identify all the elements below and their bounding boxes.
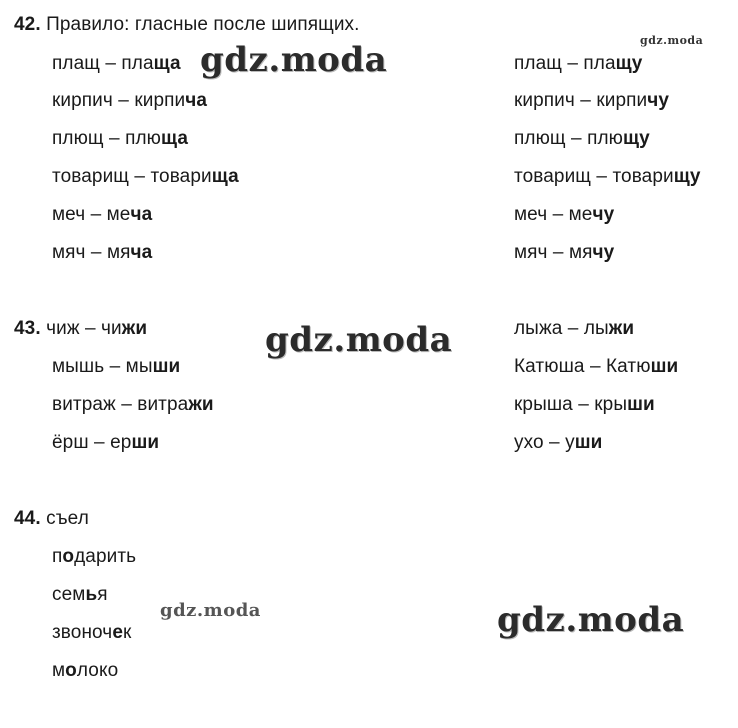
word-base: плащ – пла (514, 53, 616, 74)
watermark-corner: gdz.moda (640, 34, 704, 47)
word-part: я (97, 584, 108, 605)
word-base: крыша – кры (514, 394, 628, 415)
word-ending: ща (161, 128, 189, 149)
word-item (14, 508, 89, 530)
word-ending: жи (188, 394, 214, 415)
word-base: ухо – у (514, 432, 575, 453)
word-ending: ща (153, 53, 181, 74)
exercise-number: 44. (14, 508, 41, 529)
word-ending: щу (673, 166, 701, 187)
word-base: мышь – мы (52, 356, 153, 377)
word-base: витраж – витра (52, 394, 189, 415)
word-item (52, 584, 108, 606)
word-letter: е (112, 622, 123, 643)
word-item (52, 546, 136, 568)
word-pair (52, 204, 152, 226)
word-letter: о (65, 660, 77, 681)
word-pair (14, 318, 147, 340)
watermark-1: gdz.moda (200, 40, 388, 80)
exercise-rule: Правило: гласные после шипящих. (46, 14, 360, 35)
word-ending: щу (623, 128, 650, 149)
word-base: меч – ме (52, 204, 131, 225)
word-pair (52, 394, 214, 416)
word-pair (52, 356, 180, 378)
word-base: Катюша – Катю (514, 356, 651, 377)
exercise-number: 43. (14, 318, 41, 339)
word-pair (52, 90, 207, 112)
word-base: мяч – мя (514, 242, 593, 263)
word-part: дарить (74, 546, 137, 567)
word-base: товарищ – товари (514, 166, 674, 187)
word-pair (514, 318, 634, 340)
word-base: чиж – чи (46, 318, 122, 339)
word-pair (514, 204, 614, 226)
word-ending: ши (131, 432, 160, 453)
word-pair (514, 90, 669, 112)
word-pair (52, 128, 188, 150)
word-pair (514, 356, 678, 378)
exercise-number: 42. (14, 14, 41, 35)
word-item (52, 660, 118, 682)
word-pair (514, 242, 614, 264)
word-ending: ча (185, 90, 208, 111)
word-pair (514, 128, 650, 150)
word-part: п (52, 546, 63, 567)
word-part: съел (46, 508, 89, 529)
word-ending: щу (615, 53, 643, 74)
watermark-4: gdz.moda (497, 600, 685, 640)
word-pair (514, 394, 655, 416)
word-ending: жи (608, 318, 635, 339)
word-base: плющ – плю (514, 128, 624, 149)
word-ending: ши (152, 356, 181, 377)
word-ending: чу (647, 90, 670, 111)
word-base: лыжа – лы (514, 318, 609, 339)
word-ending: чу (592, 204, 615, 225)
word-base: кирпич – кирпи (514, 90, 648, 111)
word-base: мяч – мя (52, 242, 131, 263)
watermark-3: gdz.moda (160, 600, 261, 621)
word-letter: ь (85, 584, 98, 605)
word-part: локо (76, 660, 119, 681)
word-base: кирпич – кирпи (52, 90, 186, 111)
word-part: м (52, 660, 66, 681)
watermark-2: gdz.moda (265, 320, 453, 360)
word-ending: ча (130, 204, 153, 225)
word-letter: о (62, 546, 75, 567)
word-ending: жи (121, 318, 148, 339)
word-pair (514, 432, 602, 454)
word-pair (52, 242, 152, 264)
word-base: ёрш – ер (52, 432, 132, 453)
word-part: звоноч (52, 622, 113, 643)
word-pair (52, 166, 239, 188)
word-ending: ча (130, 242, 153, 263)
word-pair (52, 53, 181, 75)
word-ending: ща (211, 166, 239, 187)
word-pair (514, 53, 642, 75)
word-item (52, 622, 131, 644)
word-base: товарищ – товари (52, 166, 212, 187)
word-part: сем (52, 584, 86, 605)
word-base: плющ – плю (52, 128, 162, 149)
word-ending: ши (627, 394, 655, 415)
word-pair (514, 166, 701, 188)
word-pair (52, 432, 159, 454)
exercise-42-header (14, 14, 360, 36)
word-ending: ши (650, 356, 679, 377)
word-base: плащ – пла (52, 53, 154, 74)
word-part: к (122, 622, 132, 643)
word-ending: ши (574, 432, 603, 453)
word-base: меч – ме (514, 204, 593, 225)
word-ending: чу (592, 242, 615, 263)
